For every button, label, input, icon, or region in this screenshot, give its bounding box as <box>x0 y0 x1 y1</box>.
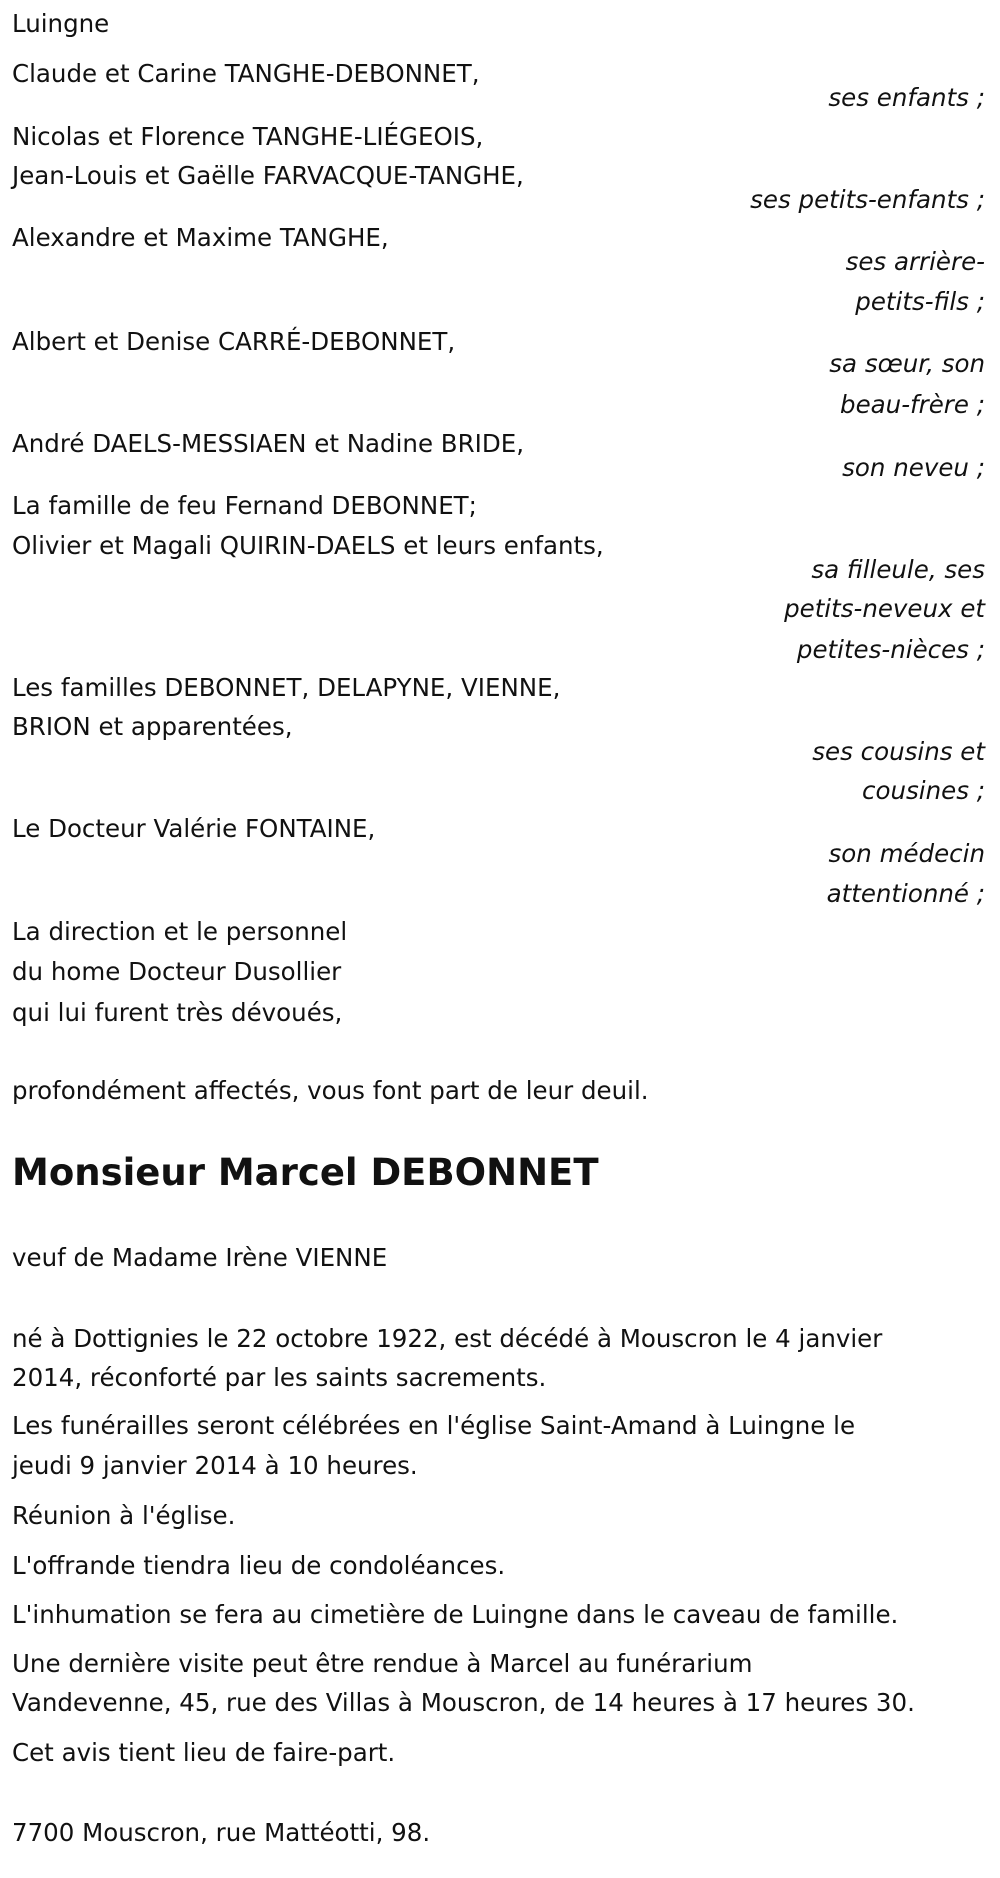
family-name-line: Claude et Carine TANGHE-DEBONNET, <box>12 59 480 88</box>
detail-line: Une dernière visite peut être rendue à Marcel au funérarium <box>12 1649 753 1678</box>
place: Luingne <box>12 9 110 38</box>
family-relation: petits-fils ; <box>855 287 985 316</box>
announcement: profondément affectés, vous font part de leur deuil. <box>12 1076 649 1105</box>
family-relation: sa sœur, son <box>829 349 985 378</box>
deceased-name: Monsieur Marcel DEBONNET <box>12 1151 599 1194</box>
family-relation: ses cousins et <box>812 737 985 766</box>
family-name-line: La direction et le personnel <box>12 917 348 946</box>
family-relation: attentionné ; <box>826 879 985 908</box>
detail-line: Réunion à l'église. <box>12 1501 236 1530</box>
family-name-line: Alexandre et Maxime TANGHE, <box>12 223 389 252</box>
detail-line: Les funérailles seront célébrées en l'église Saint-Amand à Luingne le <box>12 1411 856 1440</box>
family-name-line: Nicolas et Florence TANGHE-LIÉGEOIS, <box>12 122 484 151</box>
family-name-line: La famille de feu Fernand DEBONNET; <box>12 491 477 520</box>
detail-line: jeudi 9 janvier 2014 à 10 heures. <box>12 1451 418 1480</box>
family-name-line: BRION et apparentées, <box>12 712 293 741</box>
detail-line: 2014, réconforté par les saints sacrements. <box>12 1363 547 1392</box>
detail-line: Vandevenne, 45, rue des Villas à Mouscron, de 14 heures à 17 heures 30. <box>12 1688 915 1717</box>
detail-line: L'offrande tiendra lieu de condoléances. <box>12 1551 506 1580</box>
family-relation: beau-frère ; <box>840 390 985 419</box>
family-relation: ses petits-enfants ; <box>750 185 985 214</box>
detail-line: né à Dottignies le 22 octobre 1922, est décédé à Mouscron le 4 janvier <box>12 1324 883 1353</box>
family-relation: ses arrière- <box>845 247 985 276</box>
family-name-line: Albert et Denise CARRÉ-DEBONNET, <box>12 327 456 356</box>
family-name-line: Jean-Louis et Gaëlle FARVACQUE-TANGHE, <box>12 161 524 190</box>
family-name-line: Olivier et Magali QUIRIN-DAELS et leurs enfants, <box>12 531 604 560</box>
family-relation: son médecin <box>828 839 985 868</box>
family-name-line: du home Docteur Dusollier <box>12 957 342 986</box>
family-name-line: André DAELS-MESSIAEN et Nadine BRIDE, <box>12 429 524 458</box>
detail-line: L'inhumation se fera au cimetière de Luingne dans le caveau de famille. <box>12 1600 899 1629</box>
family-name-line: Le Docteur Valérie FONTAINE, <box>12 814 376 843</box>
family-relation: petits-neveux et <box>784 594 985 623</box>
family-relation: son neveu ; <box>842 453 985 482</box>
detail-line: Cet avis tient lieu de faire-part. <box>12 1738 396 1767</box>
family-relation: sa filleule, ses <box>811 555 985 584</box>
widower-of: veuf de Madame Irène VIENNE <box>12 1243 388 1272</box>
family-relation: cousines ; <box>862 776 985 805</box>
family-relation: petites-nièces ; <box>796 635 985 664</box>
family-name-line: qui lui furent très dévoués, <box>12 998 343 1027</box>
address: 7700 Mouscron, rue Mattéotti, 98. <box>12 1818 431 1847</box>
family-name-line: Les familles DEBONNET, DELAPYNE, VIENNE, <box>12 673 561 702</box>
family-relation: ses enfants ; <box>828 83 985 112</box>
